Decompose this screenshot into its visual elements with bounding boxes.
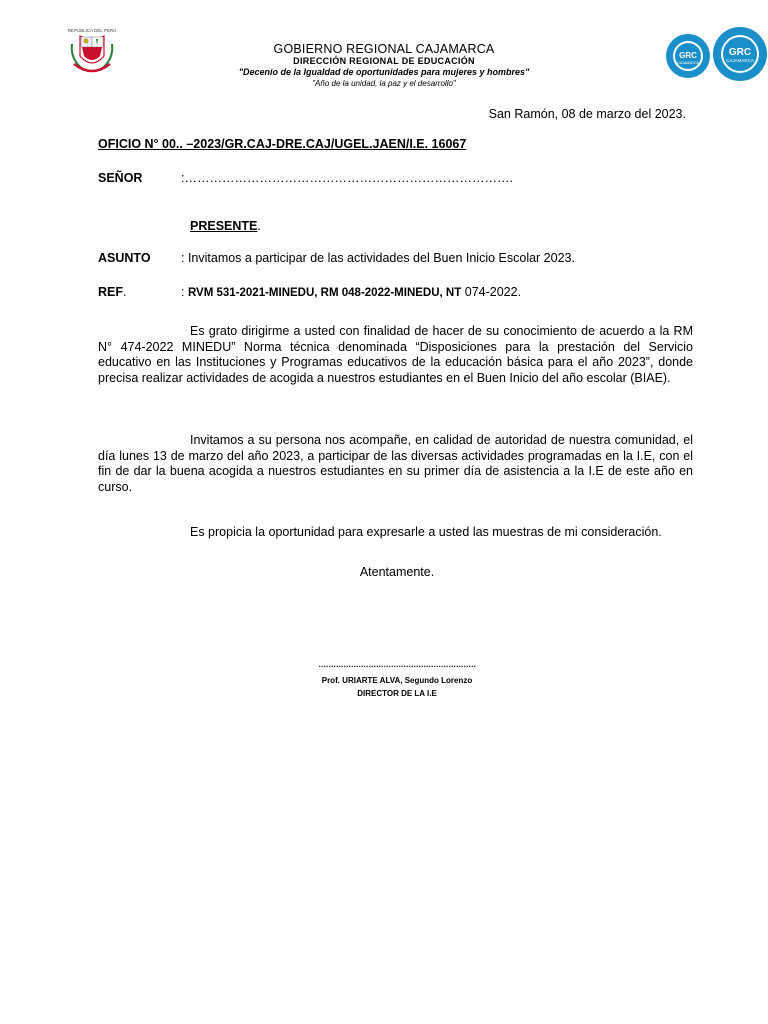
reference-label-line [98, 285, 126, 299]
reference-colon: : [181, 285, 188, 299]
body-paragraph-3: Es propicia la oportunidad para expresarle a usted las muestras de mi consideración. [190, 525, 662, 539]
seal-text: GRC [728, 47, 752, 58]
government-name: GOBIERNO REGIONAL CAJAMARCA [273, 42, 495, 56]
reference-label: REF [98, 285, 123, 299]
signatory-title: DIRECTOR DE LA I.E [357, 689, 437, 698]
reference-value [181, 285, 521, 299]
seal-subtext: CAJAMARCA [726, 58, 754, 63]
oficio-number: OFICIO N° 00.. –2023/GR.CAJ-DRE.CAJ/UGEL.JAEN/I.E. 16067 [98, 137, 467, 151]
place-date: San Ramón, 08 de marzo del 2023. [488, 107, 686, 121]
presente-label: PRESENTE [190, 219, 258, 233]
recipient-value: :……………………………………………………………………. [181, 171, 513, 185]
body-paragraph-2: Invitamos a su persona nos acompañe, en calidad de autoridad de nuestra comunidad, el día lunes 13 de marzo del año 2023, a participar de las diversas actividades programadas en la I.E, con el fin de dar la buena acogida a nuestros estudiantes en su primer día de asistencia a la I.E de este año en curso. [98, 433, 693, 494]
reference-bold: RVM 531-2021-MINEDU, RM 048-2022-MINEDU, NT [187, 287, 462, 299]
subject-value: : Invitamos a participar de las actividades del Buen Inicio Escolar 2023. [181, 251, 575, 265]
signatory-name: Prof. URIARTE ALVA, Segundo Lorenzo [321, 676, 473, 685]
recipient-label: SEÑOR [98, 171, 143, 185]
direction-name: DIRECCIÓN REGIONAL DE EDUCACIÓN [293, 56, 475, 66]
year-motto: "Año de la unidad, la paz y el desarrollo" [312, 79, 456, 88]
seal-text: GRC [679, 51, 697, 60]
decade-motto: "Decenio de la Igualdad de oportunidades para mujeres y hombres" [238, 67, 530, 77]
reference-rest: 074-2022. [461, 285, 522, 299]
presente-line [190, 219, 261, 233]
signature-line: ……………………………………………………… [318, 660, 476, 669]
seal-subtext: CAJAMARCA [677, 61, 699, 65]
reference-label-suffix: . [123, 285, 127, 299]
subject-label: ASUNTO [98, 251, 151, 265]
crest-caption: REPÚBLICA DEL PERÚ [67, 28, 117, 33]
body-paragraph-1: Es grato dirigirme a usted con finalidad de hacer de su conocimiento de acuerdo a la RM N° 474-2022 MINEDU” Norma técnica denominada “Disposiciones para la prestación del Servicio educativo en las Instituciones y Programas educativos de la educación básica para el año 2023”, donde precisa realizar actividades de acogida a nuestros estudiantes en el Buen Inicio del año escolar (BIAE). [98, 324, 693, 385]
letterhead [0, 42, 768, 89]
presente-suffix: . [257, 219, 261, 233]
closing: Atentamente. [359, 565, 435, 579]
